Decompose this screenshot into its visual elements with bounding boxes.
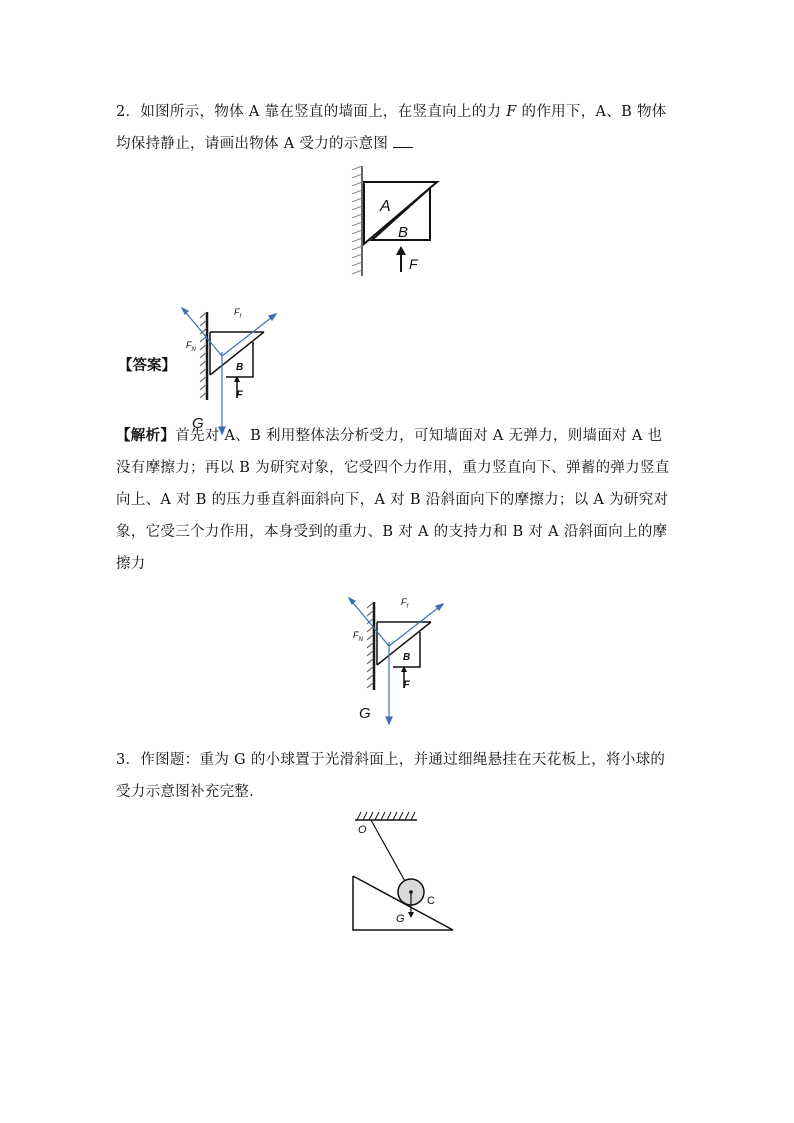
label-FN: $F_N$ (186, 340, 196, 353)
label-B: B (236, 362, 244, 373)
figure-force-diagram-answer (178, 300, 278, 435)
label-F: F (403, 679, 410, 691)
label-Ff: $F_f$ (234, 307, 242, 320)
question-3-text: 3．作图题：重为 G 的小球置于光滑斜面上，并通过细绳悬挂在天花板上，将小球的受力示意图补充完整． (116, 752, 666, 800)
figure-wall-blocks (340, 160, 450, 280)
question-2-text (116, 96, 676, 160)
label-G: G (396, 913, 405, 925)
label-B: B (403, 652, 411, 663)
label-G: G (359, 705, 371, 722)
arrow-Ff (222, 314, 276, 356)
figure-force-diagram-analysis (345, 590, 445, 725)
q2-text-start: 2．如图所示，物体 A 靠在竖直的墙面上，在竖直向上的力 (116, 104, 502, 120)
label-Ff: $F_f$ (401, 597, 409, 610)
analysis-label: 【解析】 (116, 427, 176, 444)
answer-blank (393, 133, 413, 148)
analysis-text: 首先对 A、B 利用整体法分析受力，可知墙面对 A 无弹力，则墙面对 A 也没有摩擦力；再以 B 为研究对象，它受四个力作用，重力竖直向下、弹蓄的弹力竖直向上、A 对 B 的压力垂直斜面斜向下，A 对 B 沿斜面向下的摩擦力；以 A 为研究对象，它受三个力作用，本身受到的重力、B 对 A 的支持力和 B 对 A 沿斜面向上的摩擦力 (116, 428, 670, 572)
figure-ball-incline (345, 808, 465, 938)
wall-hatching (352, 166, 362, 276)
q2-force-symbol: F (506, 104, 517, 120)
q2-text-end: 的作用下，A、B 物体均保持静止，请画出物体 A 受力的示意图 (116, 104, 667, 152)
label-O: O (358, 824, 367, 836)
label-C: C (427, 895, 435, 907)
analysis-paragraph (116, 420, 676, 580)
force-F-arrow (396, 246, 406, 272)
wall-hatching (367, 602, 374, 690)
answer-label: 【答案】 (118, 357, 176, 374)
label-F: F (236, 389, 243, 401)
label-FN: $F_N$ (353, 630, 363, 643)
wall-hatching (200, 312, 207, 400)
ceiling (355, 812, 417, 820)
label-G: G (192, 415, 204, 432)
label-A: A (380, 198, 391, 215)
label-F: F (409, 256, 418, 272)
arrow-Ff (389, 604, 443, 646)
label-B: B (398, 224, 409, 241)
